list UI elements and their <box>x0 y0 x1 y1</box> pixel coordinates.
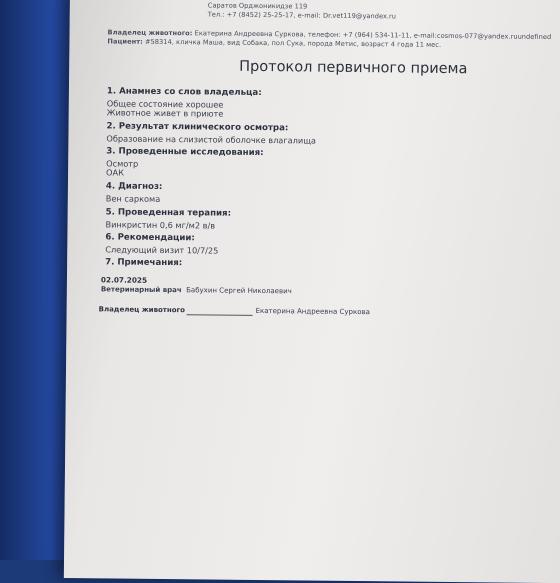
section-heading: 1. Анамнез со слов владельца: <box>106 86 262 99</box>
vet-label: Ветеринарный врач <box>100 285 182 295</box>
section-heading: 6. Рекомендации: <box>105 232 195 244</box>
section-heading: 5. Проведенная терапия: <box>105 207 232 219</box>
section-line: Осмотр <box>106 158 139 169</box>
vet-name: Бабухин Сергей Николаевич <box>186 286 292 296</box>
section-heading: 2. Результат клинического осмотра: <box>106 121 289 134</box>
vet-line <box>101 285 292 295</box>
section-line: Винкристин 0,6 мг/м2 в/в <box>105 219 216 231</box>
section-line: Животное живет в приюте <box>106 107 224 119</box>
section-heading: 4. Диагноз: <box>105 181 163 192</box>
section-line: Вен саркома <box>105 193 161 204</box>
section-line: Следующий визит 10/7/25 <box>105 244 219 256</box>
page-title: Протокол первичного приема <box>239 58 468 78</box>
section-line: ОАК <box>106 167 124 178</box>
signature-line <box>187 314 253 316</box>
section-line: Образование на слизистой оболочке влагалища <box>106 133 317 146</box>
protocol-date: 02.07.2025 <box>100 275 148 285</box>
section-heading: 7. Примечания: <box>105 257 183 269</box>
owner-sign-label: Владелец животного <box>98 305 186 315</box>
section-heading: 3. Проведенные исследования: <box>106 146 264 159</box>
owner-label: Владелец животного: <box>107 28 193 38</box>
owner-value: Екатерина Андреевна Суркова, телефон: +7 (964) 534-11-11, e-mail:cosmos-077@yandex.ruundefined <box>192 29 552 42</box>
clinic-contacts: Тел.: +7 (8452) 25-25-17, e-mail: Dr.vet119@yandex.ru <box>207 10 397 21</box>
patient-label: Пациент: <box>107 37 143 46</box>
document-page <box>64 0 560 583</box>
section-line: Общее состояние хорошее <box>106 98 224 110</box>
patient-value: #58314, кличка Маша, вид Собака, пол Сука, порода Метис, возраст 4 года 11 мес. <box>142 37 442 49</box>
clinic-address: Саратов Орджоникидзе 119 <box>207 1 308 11</box>
owner-sign-name: Екатерина Андреевна Суркова <box>255 306 370 317</box>
